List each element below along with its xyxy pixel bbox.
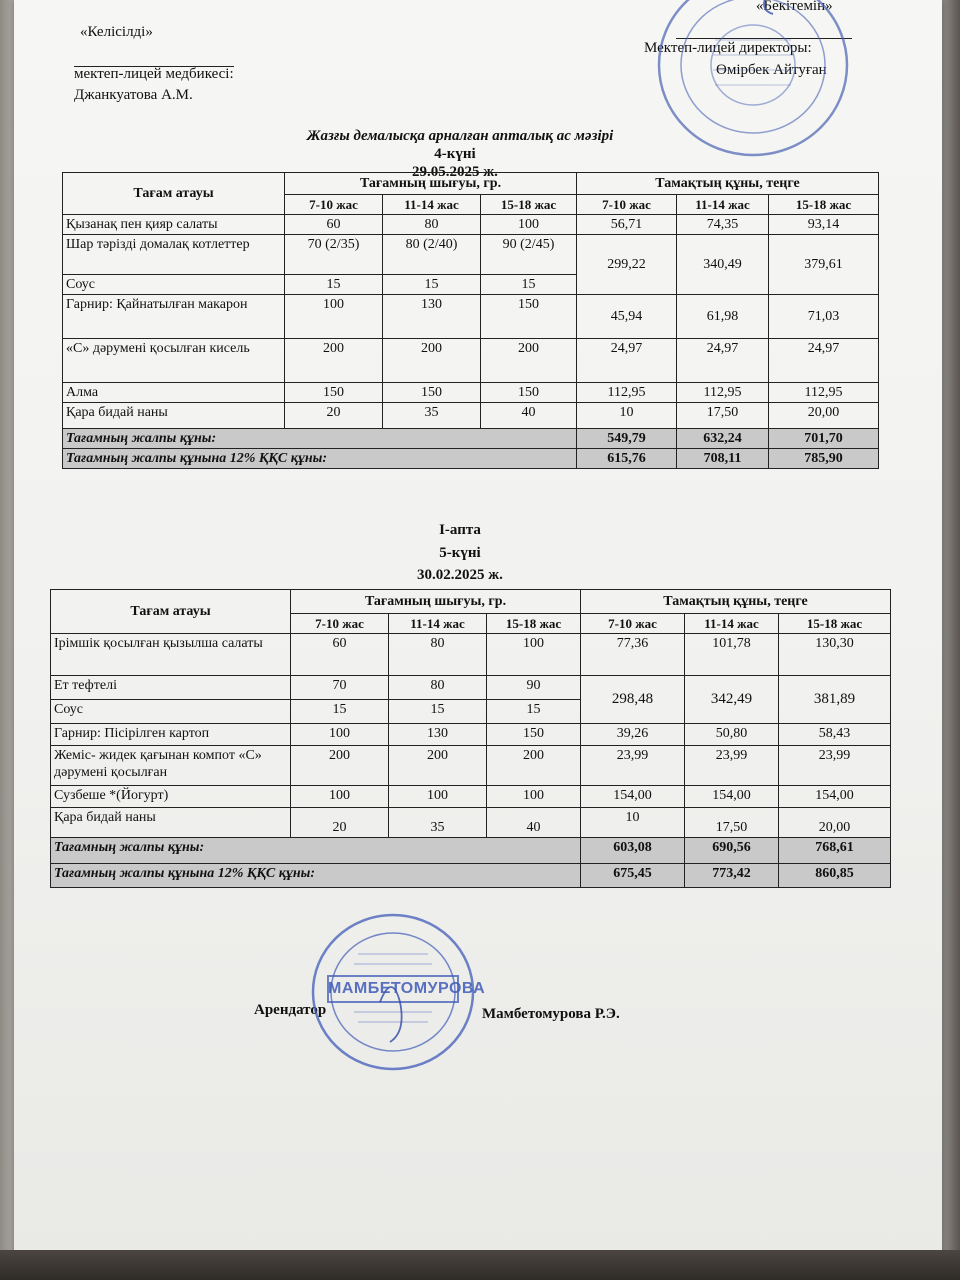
total-label: Тағамның жалпы құны: [63, 429, 577, 449]
dish-name: Гарнир: Қайнатылған макарон [63, 295, 285, 339]
cost-cell: 112,95 [677, 383, 769, 403]
portion-cell: 90 (2/45) [481, 235, 577, 275]
cost-cell: 58,43 [779, 724, 891, 746]
vat-row [63, 449, 879, 469]
dish-name: Соус [63, 275, 285, 295]
vat-cell: 785,90 [769, 449, 879, 469]
director-name: Өмірбек Айтуған [716, 62, 827, 78]
age-header: 11-14 жас [389, 614, 487, 634]
cost-cell: 23,99 [581, 746, 685, 786]
portion-cell: 200 [481, 339, 577, 383]
dish-name: Ірімшік қосылған қызылша салаты [51, 634, 291, 676]
age-header: 15-18 жас [487, 614, 581, 634]
age-header: 7-10 жас [285, 195, 383, 215]
portion-cell: 130 [383, 295, 481, 339]
total-cell: 549,79 [577, 429, 677, 449]
portion-cell: 15 [389, 700, 487, 724]
agreed-label: «Келісілді» [80, 24, 153, 40]
cost-cell: 77,36 [581, 634, 685, 676]
dish-name: Жеміс- жидек қағынан компот «С» дәрумені қосылған [51, 746, 291, 786]
cost-cell: 10 [577, 403, 677, 429]
portion-cell: 15 [291, 700, 389, 724]
photo-bottom-edge [0, 1250, 960, 1280]
cost-cell: 20,00 [779, 808, 891, 838]
cost-cell: 130,30 [779, 634, 891, 676]
age-header: 11-14 жас [677, 195, 769, 215]
portion-cell: 90 [487, 676, 581, 700]
cost-cell: 61,98 [677, 295, 769, 339]
portion-cell: 40 [487, 808, 581, 838]
portion-cell: 40 [481, 403, 577, 429]
table-row [51, 808, 891, 838]
age-header: 11-14 жас [383, 195, 481, 215]
table-row [63, 295, 879, 339]
portion-cell: 200 [487, 746, 581, 786]
total-cell: 701,70 [769, 429, 879, 449]
day5-menu-table [50, 589, 891, 888]
dish-name: Сузбеше *(Йогурт) [51, 786, 291, 808]
cost-cell: 298,48 [581, 676, 685, 724]
tenant-label: Арендатор [254, 1002, 327, 1018]
cost-cell: 10 [581, 808, 685, 838]
portion-cell: 200 [389, 746, 487, 786]
total-label: Тағамның жалпы құны: [51, 838, 581, 864]
portion-cell: 100 [389, 786, 487, 808]
approved-label: «Бекітемін» [756, 0, 833, 14]
table-row [51, 746, 891, 786]
portion-cell: 80 [389, 634, 487, 676]
portion-cell: 60 [285, 215, 383, 235]
vat-cell: 860,85 [779, 864, 891, 888]
day4-date: 29.05.2025 ж. [412, 164, 498, 180]
cost-cell: 17,50 [677, 403, 769, 429]
cost-cell: 101,78 [685, 634, 779, 676]
portion-cell: 70 (2/35) [285, 235, 383, 275]
cost-cell: 45,94 [577, 295, 677, 339]
portion-cell: 200 [383, 339, 481, 383]
age-header: 15-18 жас [769, 195, 879, 215]
dish-name: Соус [51, 700, 291, 724]
cost-cell: 154,00 [685, 786, 779, 808]
age-header: 7-10 жас [577, 195, 677, 215]
table-row [63, 235, 879, 275]
table-row [63, 383, 879, 403]
dish-name: Қызанақ пен қияр салаты [63, 215, 285, 235]
portion-cell: 15 [487, 700, 581, 724]
portion-cell: 35 [383, 403, 481, 429]
dish-name: Қара бидай наны [51, 808, 291, 838]
vat-cell: 675,45 [581, 864, 685, 888]
tenant-stamp [310, 912, 486, 1072]
portion-cell: 150 [481, 295, 577, 339]
portion-cell: 20 [291, 808, 389, 838]
menu-title: Жазғы демалысқа арналған апталық ас мәзірі [306, 128, 614, 144]
cost-cell: 299,22 [577, 235, 677, 295]
director-title: Мектеп-лицей директоры: [644, 40, 812, 56]
age-header: 7-10 жас [581, 614, 685, 634]
cost-cell: 24,97 [769, 339, 879, 383]
table-row [51, 634, 891, 676]
portion-cell: 100 [487, 634, 581, 676]
cost-cell: 24,97 [677, 339, 769, 383]
col-dish-name: Тағам атауы [51, 590, 291, 634]
portion-cell: 15 [383, 275, 481, 295]
cost-cell: 340,49 [677, 235, 769, 295]
dish-name: Шар тәрізді домалақ котлеттер [63, 235, 285, 275]
table-row [51, 786, 891, 808]
cost-cell: 379,61 [769, 235, 879, 295]
vat-row [51, 864, 891, 888]
day4-label: 4-күні [434, 146, 476, 162]
col-portion: Тағамның шығуы, гр. [291, 590, 581, 614]
table-row [63, 339, 879, 383]
age-header: 15-18 жас [481, 195, 577, 215]
age-header: 7-10 жас [291, 614, 389, 634]
vat-cell: 615,76 [577, 449, 677, 469]
cost-cell: 74,35 [677, 215, 769, 235]
portion-cell: 15 [481, 275, 577, 295]
total-cell: 690,56 [685, 838, 779, 864]
age-header: 11-14 жас [685, 614, 779, 634]
portion-cell: 100 [481, 215, 577, 235]
portion-cell: 130 [389, 724, 487, 746]
portion-cell: 60 [291, 634, 389, 676]
cost-cell: 71,03 [769, 295, 879, 339]
portion-cell: 150 [285, 383, 383, 403]
age-header: 15-18 жас [779, 614, 891, 634]
portion-cell: 20 [285, 403, 383, 429]
day4-menu-table [62, 172, 879, 469]
nurse-title: мектеп-лицей медбикесі: [74, 66, 234, 82]
portion-cell: 100 [291, 724, 389, 746]
cost-cell: 381,89 [779, 676, 891, 724]
portion-cell: 35 [389, 808, 487, 838]
portion-cell: 100 [291, 786, 389, 808]
tenant-name: Мамбетомурова Р.Э. [482, 1006, 620, 1022]
table-row [51, 676, 891, 700]
cost-cell: 56,71 [577, 215, 677, 235]
portion-cell: 100 [285, 295, 383, 339]
cost-cell: 17,50 [685, 808, 779, 838]
portion-cell: 80 (2/40) [383, 235, 481, 275]
total-cell: 603,08 [581, 838, 685, 864]
day5-date: 30.02.2025 ж. [417, 567, 503, 583]
cost-cell: 342,49 [685, 676, 779, 724]
total-cell: 768,61 [779, 838, 891, 864]
vat-label: Тағамның жалпы құнына 12% ҚҚС құны: [51, 864, 581, 888]
portion-cell: 200 [285, 339, 383, 383]
cost-cell: 50,80 [685, 724, 779, 746]
portion-cell: 100 [487, 786, 581, 808]
portion-cell: 80 [383, 215, 481, 235]
dish-name: «С» дәрумені қосылған кисель [63, 339, 285, 383]
day5-label: 5-күні [439, 545, 481, 561]
total-row [51, 838, 891, 864]
nurse-name: Джанкуатова А.М. [74, 87, 193, 103]
col-portion: Тағамның шығуы, гр. [285, 173, 577, 195]
table-row [63, 215, 879, 235]
dish-name: Ет тефтелі [51, 676, 291, 700]
cost-cell: 112,95 [577, 383, 677, 403]
cost-cell: 112,95 [769, 383, 879, 403]
portion-cell: 15 [285, 275, 383, 295]
total-cell: 632,24 [677, 429, 769, 449]
cost-cell: 20,00 [769, 403, 879, 429]
portion-cell: 150 [481, 383, 577, 403]
portion-cell: 80 [389, 676, 487, 700]
portion-cell: 70 [291, 676, 389, 700]
cost-cell: 154,00 [779, 786, 891, 808]
dish-name: Қара бидай наны [63, 403, 285, 429]
table-row [63, 403, 879, 429]
stamp-text: МАМБЕТОМУРОВА [328, 980, 486, 997]
table-row [51, 724, 891, 746]
cost-cell: 93,14 [769, 215, 879, 235]
vat-label: Тағамның жалпы құнына 12% ҚҚС құны: [63, 449, 577, 469]
col-cost: Тамақтың құны, теңге [581, 590, 891, 614]
portion-cell: 150 [383, 383, 481, 403]
col-cost: Тамақтың құны, теңге [577, 173, 879, 195]
cost-cell: 39,26 [581, 724, 685, 746]
vat-cell: 708,11 [677, 449, 769, 469]
cost-cell: 154,00 [581, 786, 685, 808]
week-label: I-апта [439, 522, 481, 538]
portion-cell: 150 [487, 724, 581, 746]
cost-cell: 23,99 [779, 746, 891, 786]
cost-cell: 23,99 [685, 746, 779, 786]
dish-name: Гарнир: Пісірілген картоп [51, 724, 291, 746]
total-row [63, 429, 879, 449]
col-dish-name: Тағам атауы [63, 173, 285, 215]
portion-cell: 200 [291, 746, 389, 786]
dish-name: Алма [63, 383, 285, 403]
vat-cell: 773,42 [685, 864, 779, 888]
cost-cell: 24,97 [577, 339, 677, 383]
